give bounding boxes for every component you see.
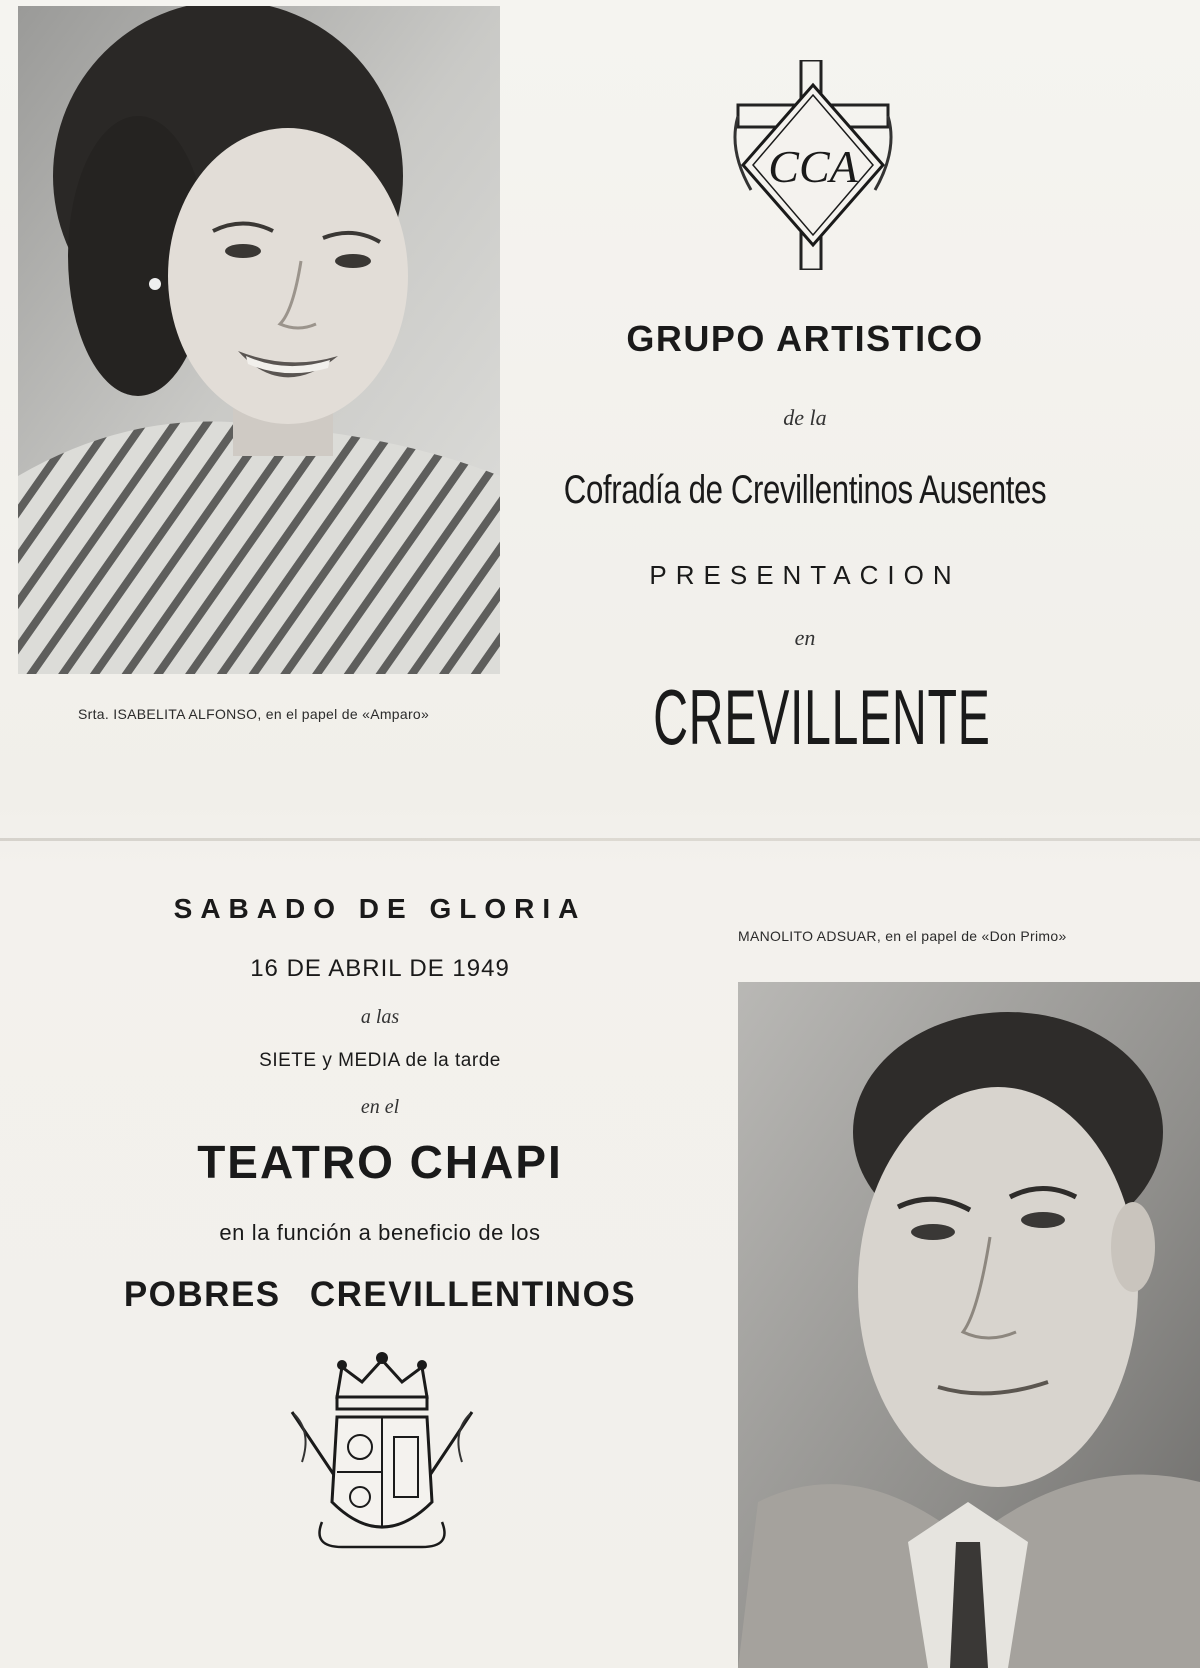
paper-fold [0, 838, 1200, 841]
in-the-text: en el [360, 1096, 400, 1118]
at-the-text: a las [360, 1006, 400, 1028]
actor-caption: MANOLITO ADSUAR, en el papel de «Don Primo» [738, 928, 1067, 944]
event-day: SABADO DE GLORIA [173, 893, 587, 924]
in-text: en [794, 625, 816, 650]
actress-photo [18, 6, 500, 674]
town-title: CREVILLENTE [653, 673, 991, 761]
monogram-letters: CCA [768, 141, 858, 192]
coat-of-arms-icon [282, 1352, 482, 1562]
actress-caption: Srta. ISABELITA ALFONSO, en el papel de «Amparo» [78, 706, 430, 722]
actor-photo [738, 982, 1200, 1668]
beneficiaries-title: POBRES CREVILLENTINOS [123, 1275, 637, 1314]
event-date: 16 DE ABRIL DE 1949 [250, 955, 510, 982]
venue-title: TEATRO CHAPI [197, 1136, 563, 1188]
function-text: en la función a beneficio de los [219, 1220, 541, 1245]
cofradia-title: Cofradía de Crevillentinos Ausentes [563, 468, 1047, 512]
event-time: SIETE y MEDIA de la tarde [259, 1050, 501, 1071]
of-the-text: de la [783, 405, 827, 430]
cofradia-monogram-icon [733, 60, 893, 270]
group-title: GRUPO ARTISTICO [626, 318, 984, 359]
presentation-title: PRESENTACION [649, 560, 961, 590]
